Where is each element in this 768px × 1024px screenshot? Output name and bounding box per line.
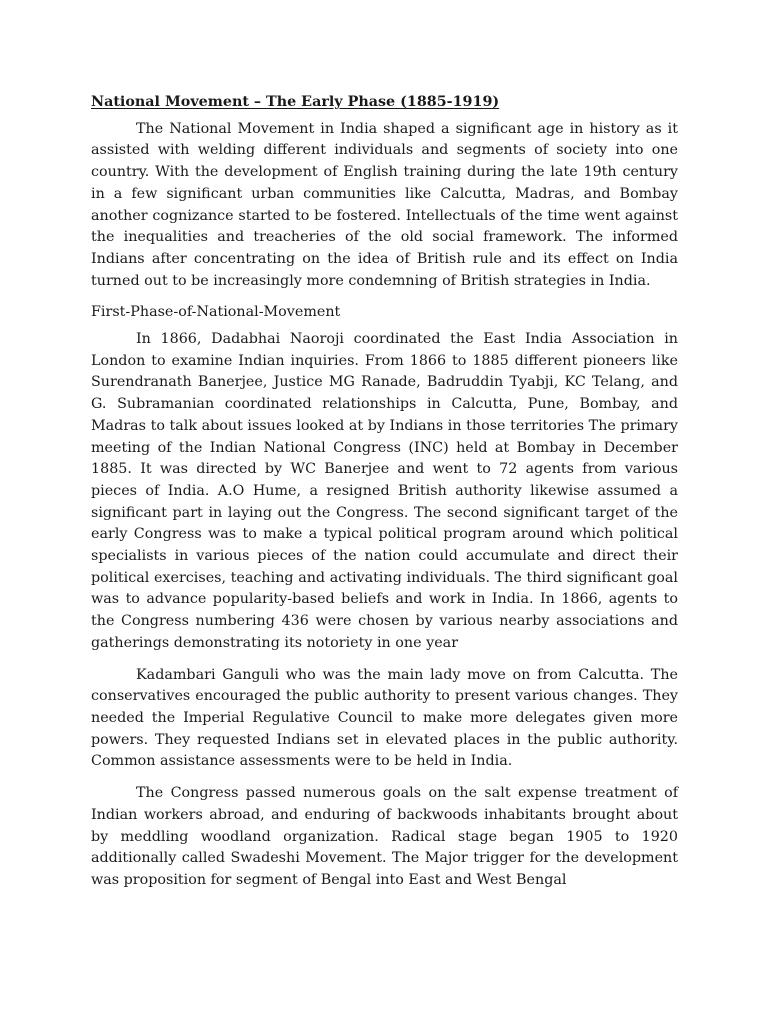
paragraph-kadambari: Kadambari Ganguli who was the main lady move on from Calcutta. The conservatives encouraged the public authority to present various changes. They needed the Imperial Regulative Council to make more delegates given more powers. They requested Indians set in elevated places in the public authority. Common assistance assessments were to be held in India. — [91, 666, 678, 770]
paragraph-intro: The National Movement in India shaped a significant age in history as it assisted with welding different individuals and segments of society into one country. With the development of English training during the late 19th century in a few significant urban communities like Calcutta, Madras, and Bombay another cognizance started to be fostered. Intellectuals of the time went against the inequalities and treacheries of the old social framework. The informed Indians after concentrating on the idea of British rule and its effect on India turned out to be increasingly more condemning of British strategies in India. — [91, 120, 678, 289]
document-title: National Movement – The Early Phase (1885-1919) — [91, 94, 500, 110]
document-page — [91, 92, 678, 902]
paragraph-first-phase: In 1866, Dadabhai Naoroji coordinated the East India Association in London to examine Indian inquiries. From 1866 to 1885 different pioneers like Surendranath Banerjee, Justice MG Ranade, Badruddin Tyabji, KC Telang, and G. Subramanian coordinated relationships in Calcutta, Pune, Bombay, and Madras to talk about issues looked at by Indians in those territories The primary meeting of the Indian National Congress (INC) held at Bombay in December 1885. It was directed by WC Banerjee and went to 72 agents from various pieces of India. A.O Hume, a resigned British authority likewise assumed a significant part in laying out the Congress. The second significant target of the early Congress was to make a typical political program around which political specialists in various pieces of the nation could accumulate and direct their political exercises, teaching and activating individuals. The third significant goal was to advance popularity-based beliefs and work in India. In 1866, agents to the Congress numbering 436 were chosen by various nearby associations and gatherings demonstrating its notoriety in one year — [91, 331, 678, 651]
paragraph-congress-goals: The Congress passed numerous goals on the salt expense treatment of Indian workers abroad, and enduring of backwoods inhabitants brought about by meddling woodland organization. Radical stage began 1905 to 1920 additionally called Swadeshi Movement. The Major trigger for the development was proposition for segment of Bengal into East and West Bengal — [91, 785, 678, 888]
section-subheading: First-Phase-of-National-Movement — [91, 304, 341, 321]
